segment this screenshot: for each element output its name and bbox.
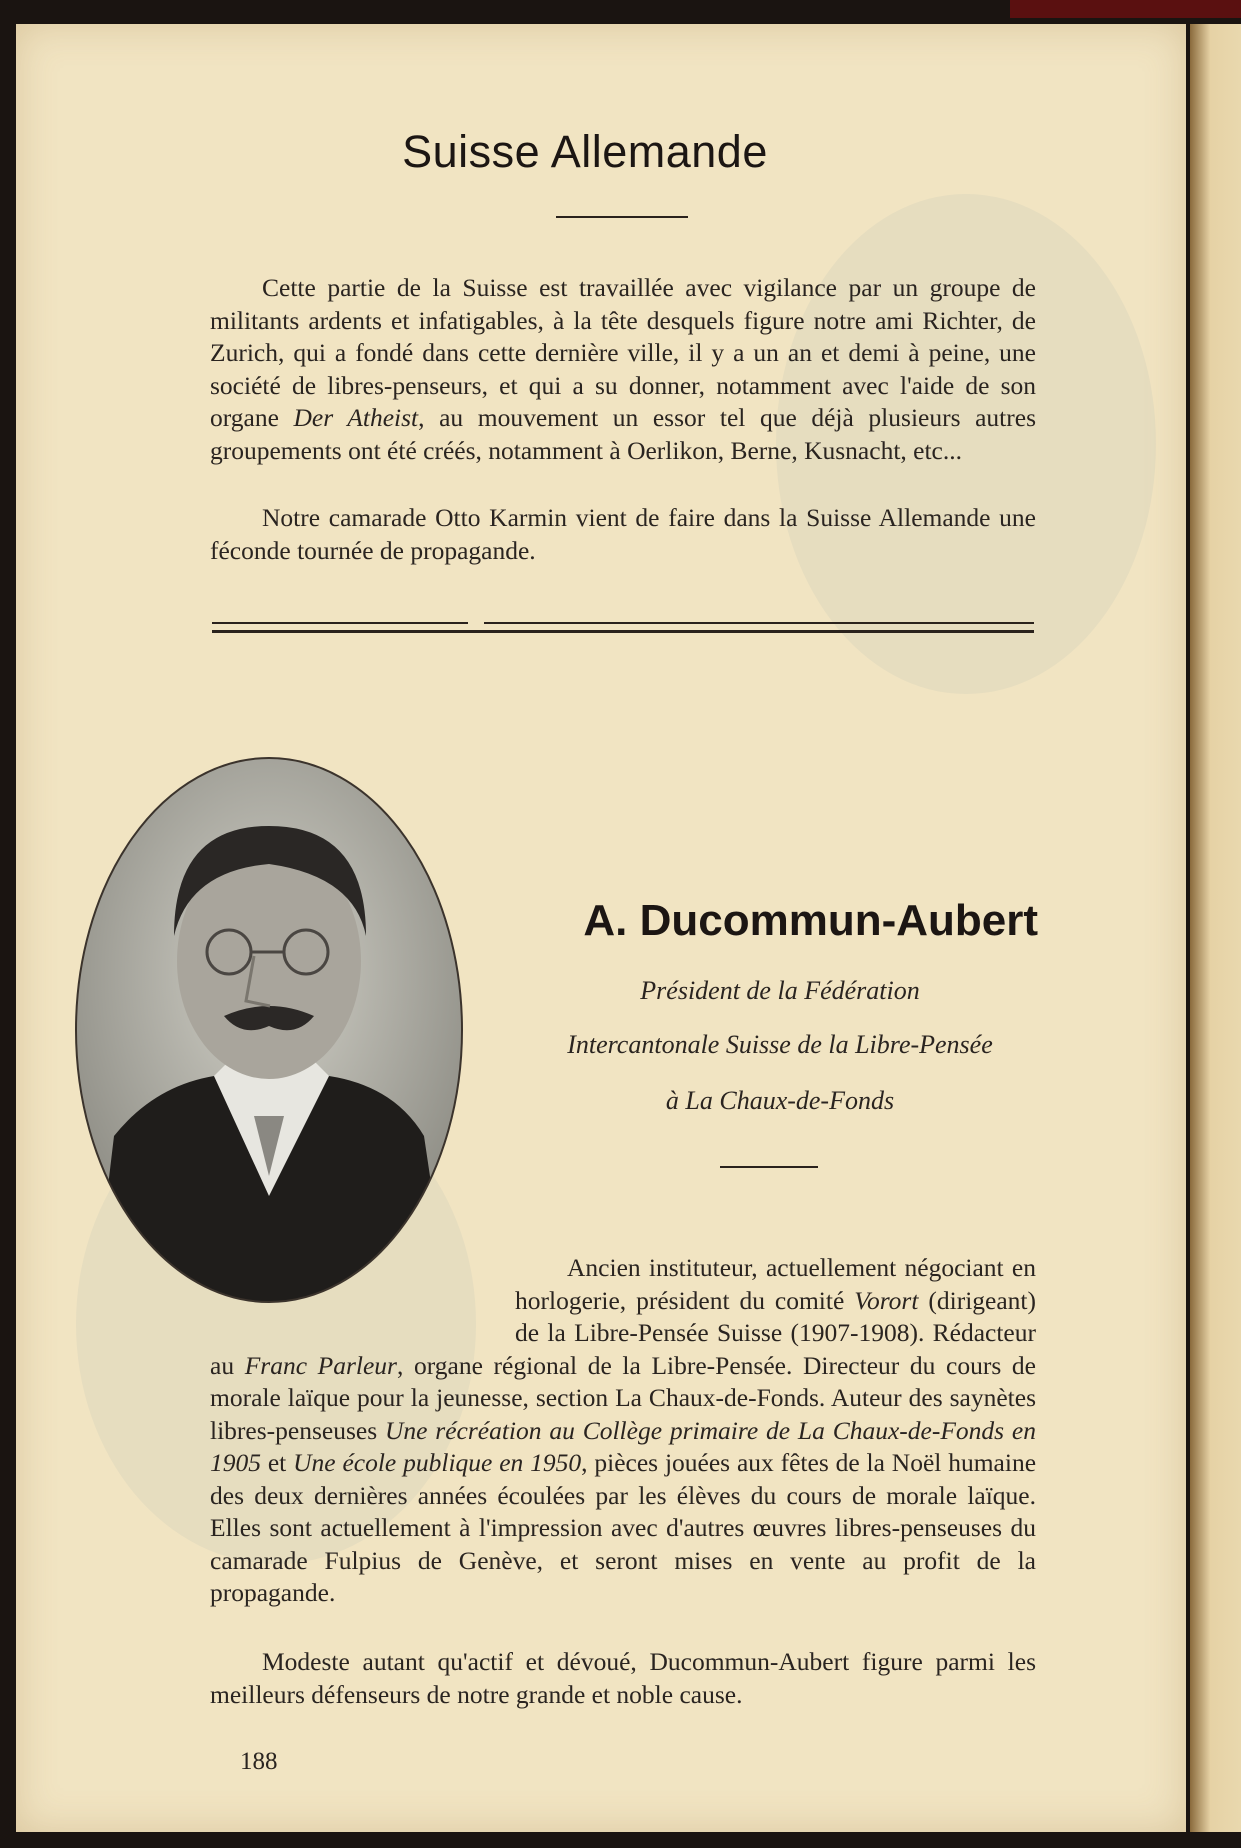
bio-text: , pièces jouées aux fêtes de la Noël humaine des deux dernières années écoulées par les élèves du cours de morale laïque. Elles sont actuellement à l'impression avec d'autres œuvres libres-penseuses du camarade Fulpius de Genève, et seront mises en vente au profit de la propagande. — [210, 1448, 1037, 1607]
profile-closing — [210, 1646, 1036, 1711]
intro-text: , au mouvement un essor tel que déjà plusieurs autres groupements ont été créés, notamment à Oerlikon, Berne, Kusnacht, etc... — [210, 403, 1036, 465]
title-divider — [556, 216, 688, 218]
intro-paragraph-2 — [210, 502, 1036, 567]
portrait-text-wrap-spacer — [210, 1252, 515, 1348]
intro-text: Cette partie de la Suisse est travaillée avec vigilance par un groupe de militants ardents et infatigables, à la tête desquels figure notre ami Richter, de Zurich, qui a fondé dans cette dernière ville, il y a un an et demi à peine, une société de libres-penseurs, et qui a su donner, notamment avec l'aide de son organe — [210, 273, 1036, 432]
bio-text: Ancien instituteur, actuellement négociant en horlogerie, président du comité — [515, 1253, 1036, 1315]
committee-name: Vorort — [854, 1285, 919, 1315]
bio-text: et — [261, 1448, 294, 1477]
section-divider-right — [484, 622, 1034, 624]
section-title: Suisse Allemande — [402, 126, 768, 177]
publication-title: Der Atheist — [293, 403, 419, 432]
newspaper-title: Franc Parleur — [244, 1350, 397, 1380]
section-divider-left — [212, 622, 468, 624]
profile-biography — [210, 1252, 1036, 1610]
intro-paragraph-1 — [210, 272, 1036, 467]
bio-text: , organe régional de la Libre-Pensée. Directeur du cours de morale laïque pour la jeunesse, section La Chaux-de-Fonds. Auteur des saynètes libres-penseuses — [210, 1350, 1036, 1445]
page-number: 188 — [240, 1748, 278, 1775]
profile-subtitle-line-3: à La Chaux-de-Fonds — [665, 1086, 895, 1115]
play-title-1: Une récréation au Collège primaire de La Chaux-de-Fonds en 1905 — [210, 1415, 1036, 1477]
binding-edge — [1010, 0, 1241, 18]
profile-divider — [720, 1166, 818, 1168]
profile-subtitle-line-1: Président de la Fédération — [640, 976, 920, 1005]
closing-text: Modeste autant qu'actif et dévoué, Ducommun-Aubert figure parmi les meilleurs défenseurs de notre grande et noble cause. — [210, 1647, 1036, 1709]
intro-text: Notre camarade Otto Karmin vient de faire dans la Suisse Allemande une féconde tournée de propagande. — [210, 503, 1036, 565]
profile-subtitle-line-2: Intercantonale Suisse de la Libre-Pensée — [567, 1030, 993, 1059]
adjacent-page-edge — [1190, 24, 1241, 1832]
profile-name: A. Ducommun-Aubert — [583, 896, 1038, 945]
portrait-photo — [74, 756, 464, 1304]
section-divider-thick — [212, 630, 1034, 633]
play-title-2: Une école publique en 1950 — [293, 1448, 582, 1477]
bio-text: (dirigeant) de la Libre-Pensée Suisse (1907-1908). Rédacteur au — [210, 1285, 1036, 1380]
